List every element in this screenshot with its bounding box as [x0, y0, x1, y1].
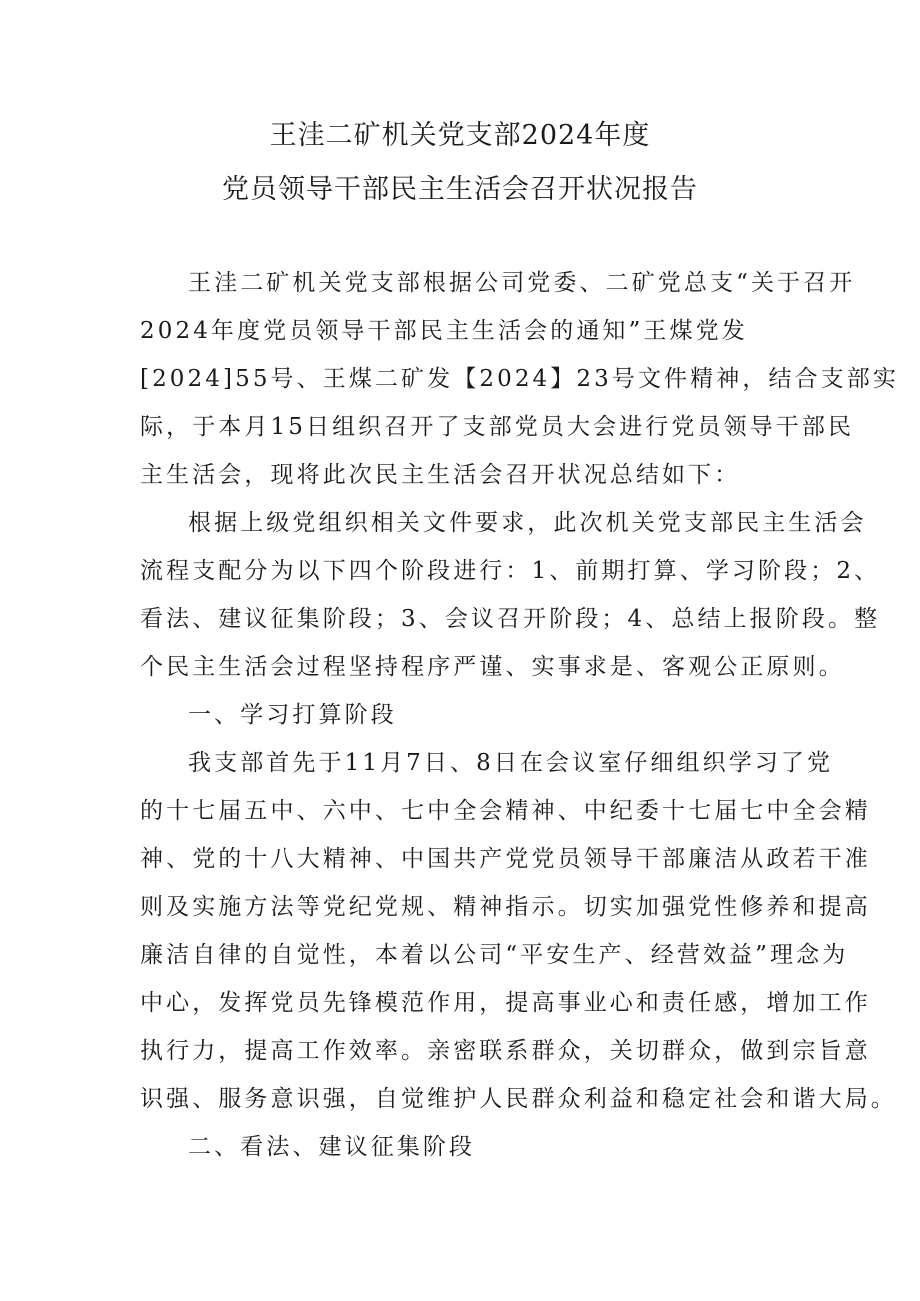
paragraph-1-line-5: 主生活会，现将此次民主生活会召开状况总结如下：: [140, 462, 741, 488]
paragraph-3-line-1: 我支部首先于11月7日、8日在会议室仔细组织学习了党: [188, 750, 834, 776]
document-title-line-1: 王洼二矿机关党支部2024年度: [269, 120, 651, 151]
paragraph-3-line-2: 的十七届五中、六中、七中全会精神、中纪委十七届七中全会精: [140, 798, 871, 824]
paragraph-2-line-1: 根据上级党组织相关文件要求，此次机关党支部民主生活会: [188, 510, 867, 536]
paragraph-3-line-3: 神、党的十八大精神、中国共产党党员领导干部廉洁从政若干准: [140, 846, 871, 872]
document-title-line-2: 党员领导干部民主生活会召开状况报告: [222, 174, 698, 205]
paragraph-3-line-5: 廉洁自律的自觉性，本着以公司“平安生产、经营效益”理念为: [140, 942, 849, 968]
section-heading-1: 一、学习打算阶段: [188, 702, 397, 728]
paragraph-3-line-7: 执行力，提高工作效率。亲密联系群众，关切群众，做到宗旨意: [140, 1038, 871, 1064]
paragraph-1-line-1: 王洼二矿机关党支部根据公司党委、二矿党总支“关于召开: [188, 270, 856, 296]
paragraph-3-line-6: 中心，发挥党员先锋模范作用，提高事业心和责任感，增加工作: [140, 990, 871, 1016]
paragraph-2-line-2: 流程支配分为以下四个阶段进行：1、前期打算、学习阶段；2、: [140, 558, 881, 584]
paragraph-1-line-3: [2024]55号、王煤二矿发【2024】23号文件精神，结合支部实: [140, 366, 899, 392]
paragraph-1-line-2: 2024年度党员领导干部民主生活会的通知”王煤党发: [140, 318, 748, 344]
paragraph-3-line-8: 识强、服务意识强，自觉维护人民群众利益和稳定社会和谐大局。: [140, 1086, 897, 1112]
paragraph-2-line-4: 个民主生活会过程坚持程序严谨、实事求是、客观公正原则。: [140, 654, 845, 680]
paragraph-3-line-4: 则及实施方法等党纪党规、精神指示。切实加强党性修养和提高: [140, 894, 871, 920]
section-heading-2: 二、看法、建议征集阶段: [188, 1134, 476, 1160]
paragraph-2-line-3: 看法、建议征集阶段；3、会议召开阶段；4、总结上报阶段。整: [140, 606, 881, 632]
paragraph-1-line-4: 际，于本月15日组织召开了支部党员大会进行党员领导干部民: [140, 414, 855, 440]
